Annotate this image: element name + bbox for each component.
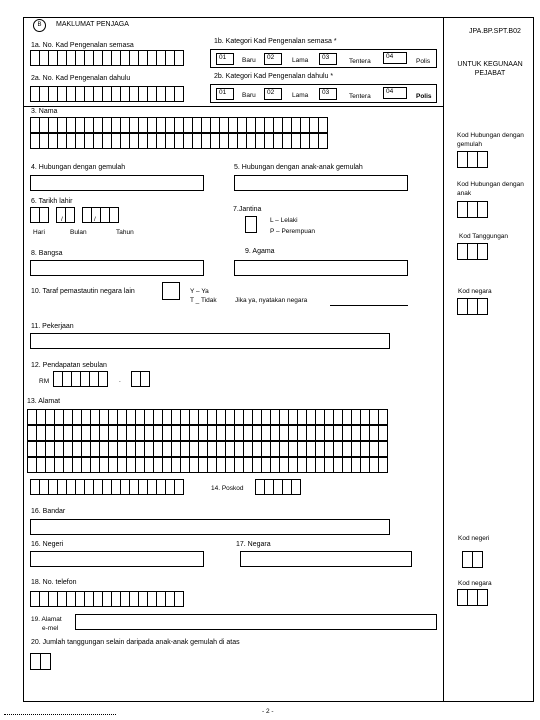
q1b-code-03[interactable]: 03 (319, 53, 337, 65)
char-cell[interactable] (174, 86, 184, 102)
q1a-label: 1a. No. Kad Pengenalan semasa (31, 42, 134, 49)
q11-occupation-input[interactable] (30, 333, 390, 349)
q14-postcode-field-left[interactable] (30, 479, 183, 495)
q6-sep-2: / (94, 216, 96, 223)
q12-income-field[interactable] (53, 371, 107, 387)
char-cell[interactable] (109, 207, 119, 223)
q6-dob-field[interactable] (30, 207, 118, 223)
char-cell[interactable] (472, 551, 483, 568)
q12-currency: RM (39, 378, 50, 385)
q15-city-input[interactable] (30, 519, 390, 535)
side-kod-hub-gemulah-label: Kod Hubungan dengan gemulah (457, 132, 524, 148)
q10-if-yes-label: Jika ya, nyatakan negara (235, 297, 308, 304)
char-cell[interactable] (477, 151, 488, 168)
q19-email-input[interactable] (75, 614, 437, 630)
footer-print-mark (4, 714, 116, 716)
q1b-code-04[interactable]: 04 (383, 52, 407, 64)
q1b-label-tentera: Tentera (349, 58, 371, 65)
q1b-label-polis: Polis (416, 58, 431, 65)
q2b-label-polis: Polis (416, 93, 432, 100)
q6-label: 6. Tarikh lahir (31, 198, 73, 205)
char-cell[interactable] (40, 653, 51, 670)
side-kod-negeri-field[interactable] (462, 551, 482, 568)
char-cell[interactable] (477, 201, 488, 218)
q18-phone-field[interactable] (30, 591, 183, 607)
q14-label: 14. Poskod (211, 485, 244, 492)
q17-label: 17. Negara (236, 541, 271, 548)
q10-opt-yes: Y – Ya (190, 288, 209, 295)
q10-residency-box[interactable] (162, 282, 180, 300)
side-kod-negara2-label: Kod negara (458, 580, 492, 587)
char-cell[interactable] (378, 457, 388, 473)
q7-gender-box[interactable] (245, 216, 257, 233)
q6-sep-1: / (61, 216, 63, 223)
q1b-label: 1b. Kategori Kad Pengenalan semasa * (214, 38, 337, 45)
q7-label: 7.Jantina (233, 206, 262, 213)
q3-name-row2[interactable] (30, 133, 327, 149)
side-kod-tanggungan-label: Kod Tanggungan (459, 233, 509, 240)
q12-label: 12. Pendapatan sebulan (31, 362, 107, 369)
q6-year-label: Tahun (116, 229, 134, 236)
q4-label: 4. Hubungan dengan gemulah (31, 164, 126, 171)
q13-address-row2[interactable] (27, 425, 387, 441)
divider-id (23, 106, 443, 107)
page-number: - 2 - (262, 708, 274, 715)
q8-label: 8. Bangsa (31, 250, 63, 257)
side-kod-hub-anak-label: Kod Hubungan dengan anak (457, 181, 524, 197)
office-divider (443, 17, 444, 702)
q7-opt-lelaki: L – Lelaki (270, 217, 298, 224)
q2b-label-lama: Lama (292, 92, 309, 99)
char-cell[interactable] (174, 50, 184, 66)
q10-label: 10. Taraf pemastautin negara lain (31, 288, 135, 295)
q13-label: 13. Alamat (27, 398, 61, 405)
q5-relationship-input[interactable] (234, 175, 408, 191)
q17-country-input[interactable] (240, 551, 412, 567)
char-cell[interactable] (477, 589, 488, 606)
char-cell[interactable] (378, 409, 388, 425)
char-cell[interactable] (477, 243, 488, 260)
side-kod-hub-anak-field[interactable] (457, 201, 487, 218)
q16-state-input[interactable] (30, 551, 204, 567)
office-title: UNTUK KEGUNAAN PEJABAT (457, 61, 523, 77)
section-badge: B (33, 19, 46, 32)
q10-country-line[interactable] (330, 305, 408, 306)
char-cell[interactable] (140, 371, 150, 387)
q13-address-row4[interactable] (27, 457, 387, 473)
q12-decimal: . (119, 377, 121, 384)
char-cell[interactable] (174, 591, 184, 607)
q6-day-label: Hari (33, 229, 45, 236)
q8-race-input[interactable] (30, 260, 204, 276)
q2b-code-04[interactable]: 04 (383, 87, 407, 99)
q2a-label: 2a. No. Kad Pengenalan dahulu (31, 75, 131, 82)
char-cell[interactable] (174, 479, 184, 495)
q2b-code-03[interactable]: 03 (319, 88, 337, 100)
q19-label-1: 19. Alamat (31, 616, 62, 623)
q20-label: 20. Jumlah tanggungan selain daripada anak-anak gemulah di atas (31, 639, 240, 646)
side-kod-negara-field[interactable] (457, 298, 487, 315)
q2b-label: 2b. Kategori Kad Pengenalan dahulu * (214, 73, 334, 80)
q2a-ic-field[interactable] (30, 86, 183, 102)
q12-income-cents[interactable] (131, 371, 149, 387)
q2b-label-tentera: Tentera (349, 93, 371, 100)
q6-month-label: Bulan (70, 229, 87, 236)
q13-address-row3[interactable] (27, 441, 387, 457)
char-cell[interactable] (378, 441, 388, 457)
q2b-label-baru: Baru (242, 92, 256, 99)
q3-name-row1[interactable] (30, 117, 327, 133)
char-cell[interactable] (318, 133, 328, 149)
side-kod-negara-label: Kod negara (458, 288, 492, 295)
q20-dependents-field[interactable] (30, 653, 50, 670)
q2b-code-01[interactable]: 01 (216, 88, 234, 100)
form-code: JPA.BP.SPT.B02 (469, 28, 521, 35)
side-kod-tanggungan-field[interactable] (457, 243, 487, 260)
q16-label: 16. Negeri (31, 541, 64, 548)
char-cell[interactable] (291, 479, 301, 495)
q9-label: 9. Agama (245, 248, 275, 255)
q1b-label-lama: Lama (292, 57, 309, 64)
q5-label: 5. Hubungan dengan anak-anak gemulah (234, 164, 363, 171)
char-cell[interactable] (98, 371, 108, 387)
char-cell[interactable] (477, 298, 488, 315)
q4-relationship-input[interactable] (30, 175, 204, 191)
q13-address-row1[interactable] (27, 409, 387, 425)
char-cell[interactable] (65, 207, 75, 223)
side-kod-negeri-label: Kod negeri (458, 535, 490, 542)
q15-label: 16. Bandar (31, 508, 66, 515)
q2b-code-02[interactable]: 02 (264, 88, 282, 100)
char-cell[interactable] (39, 207, 49, 223)
q1b-code-01[interactable]: 01 (216, 53, 234, 65)
q1b-label-baru: Baru (242, 57, 256, 64)
q19-label-2: e-mel (42, 625, 59, 632)
q18-label: 18. No. telefon (31, 579, 77, 586)
q3-label: 3. Nama (31, 108, 58, 115)
q1a-ic-field[interactable] (30, 50, 183, 66)
side-kod-hub-gemulah-field[interactable] (457, 151, 487, 168)
q7-opt-perempuan: P – Perempuan (270, 228, 316, 235)
side-kod-negara2-field[interactable] (457, 589, 487, 606)
char-cell[interactable] (318, 117, 328, 133)
section-title: MAKLUMAT PENJAGA (56, 21, 129, 28)
q9-religion-input[interactable] (234, 260, 408, 276)
q14-postcode-field[interactable] (255, 479, 300, 495)
q11-label: 11. Pekerjaan (31, 323, 74, 330)
q10-opt-no: T _ Tidak (190, 297, 217, 304)
q1b-code-02[interactable]: 02 (264, 53, 282, 65)
char-cell[interactable] (378, 425, 388, 441)
